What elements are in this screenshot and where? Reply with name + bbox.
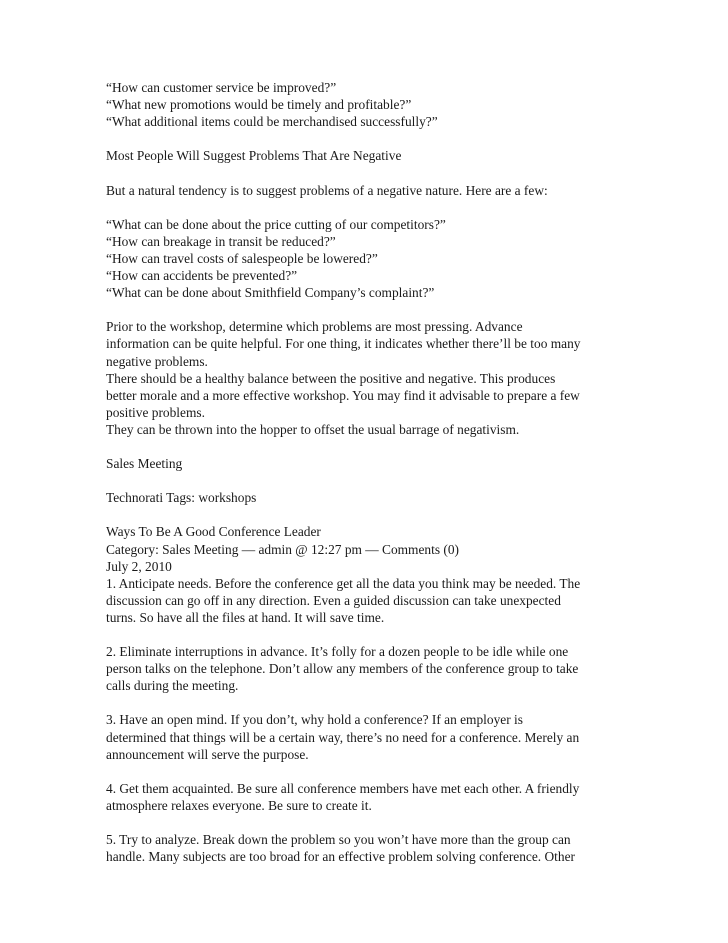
paragraph-line: Prior to the workshop, determine which problems are most pressing. Advance — [106, 319, 523, 335]
question-line: “What new promotions would be timely and profitable?” — [106, 97, 412, 113]
workshop-paragraph — [106, 318, 622, 438]
tip-line: handle. Many subjects are too broad for an effective problem solving conference. Other — [106, 849, 575, 865]
question-line: “How can customer service be improved?” — [106, 80, 337, 95]
negative-questions — [106, 216, 622, 301]
tip-line: 3. Have an open mind. If you don’t, why hold a conference? If an employer is — [106, 712, 523, 728]
positive-questions — [106, 79, 622, 130]
tip-line: turns. So have all the files at hand. It will save time. — [106, 609, 385, 625]
question-line: “What additional items could be merchandised successfully?” — [106, 114, 438, 130]
tip-line: discussion can go off in any direction. Even a guided discussion can take unexpected — [106, 592, 561, 608]
paragraph-line: positive problems. — [106, 404, 205, 420]
tip-4 — [106, 780, 622, 814]
tip-line: atmosphere relaxes everyone. Be sure to create it. — [106, 797, 372, 813]
tags-line: Technorati Tags: workshops — [106, 490, 257, 506]
tip-line: 5. Try to analyze. Break down the problem so you won’t have more than the group can — [106, 832, 571, 848]
tip-2 — [106, 643, 622, 694]
question-line: “How can breakage in transit be reduced?” — [106, 233, 336, 249]
tip-5 — [106, 831, 622, 865]
tip-line: announcement will serve the purpose. — [106, 746, 309, 762]
tip-3 — [106, 711, 622, 762]
intro-paragraph: But a natural tendency is to suggest problems of a negative nature. Here are a few: — [106, 182, 548, 198]
paragraph-line: There should be a healthy balance between the positive and negative. This produces — [106, 370, 556, 386]
category-label: Sales Meeting — [106, 456, 183, 472]
post-header — [106, 523, 622, 574]
paragraph-line: better morale and a more effective workshop. You may find it advisable to prepare a few — [106, 387, 580, 403]
tip-line: person talks on the telephone. Don’t allow any members of the conference group to take — [106, 661, 579, 677]
paragraph-line: They can be thrown into the hopper to offset the usual barrage of negativism. — [106, 421, 520, 437]
tip-1 — [106, 575, 622, 626]
post-meta: Category: Sales Meeting — admin @ 12:27 pm — Comments (0) — [106, 541, 460, 557]
section-heading: Most People Will Suggest Problems That Are Negative — [106, 148, 402, 164]
tip-line: 2. Eliminate interruptions in advance. It’s folly for a dozen people to be idle while one — [106, 644, 569, 660]
question-line: “How can accidents be prevented?” — [106, 268, 298, 284]
document-page — [106, 79, 622, 865]
tip-line: calls during the meeting. — [106, 678, 239, 694]
post-date: July 2, 2010 — [106, 558, 172, 574]
tip-line: determined that things will be a certain way, there’s no need for a conference. Merely an — [106, 729, 580, 745]
question-line: “How can travel costs of salespeople be lowered?” — [106, 250, 378, 266]
paragraph-line: negative problems. — [106, 353, 208, 369]
question-line: “What can be done about Smithfield Company’s complaint?” — [106, 285, 435, 301]
post-title: Ways To Be A Good Conference Leader — [106, 524, 321, 540]
question-line: “What can be done about the price cutting of our competitors?” — [106, 216, 446, 232]
tip-line: 4. Get them acquainted. Be sure all conference members have met each other. A friendly — [106, 780, 580, 796]
tip-line: 1. Anticipate needs. Before the conference get all the data you think may be needed. The — [106, 575, 581, 591]
paragraph-line: information can be quite helpful. For one thing, it indicates whether there’ll be too many — [106, 336, 581, 352]
